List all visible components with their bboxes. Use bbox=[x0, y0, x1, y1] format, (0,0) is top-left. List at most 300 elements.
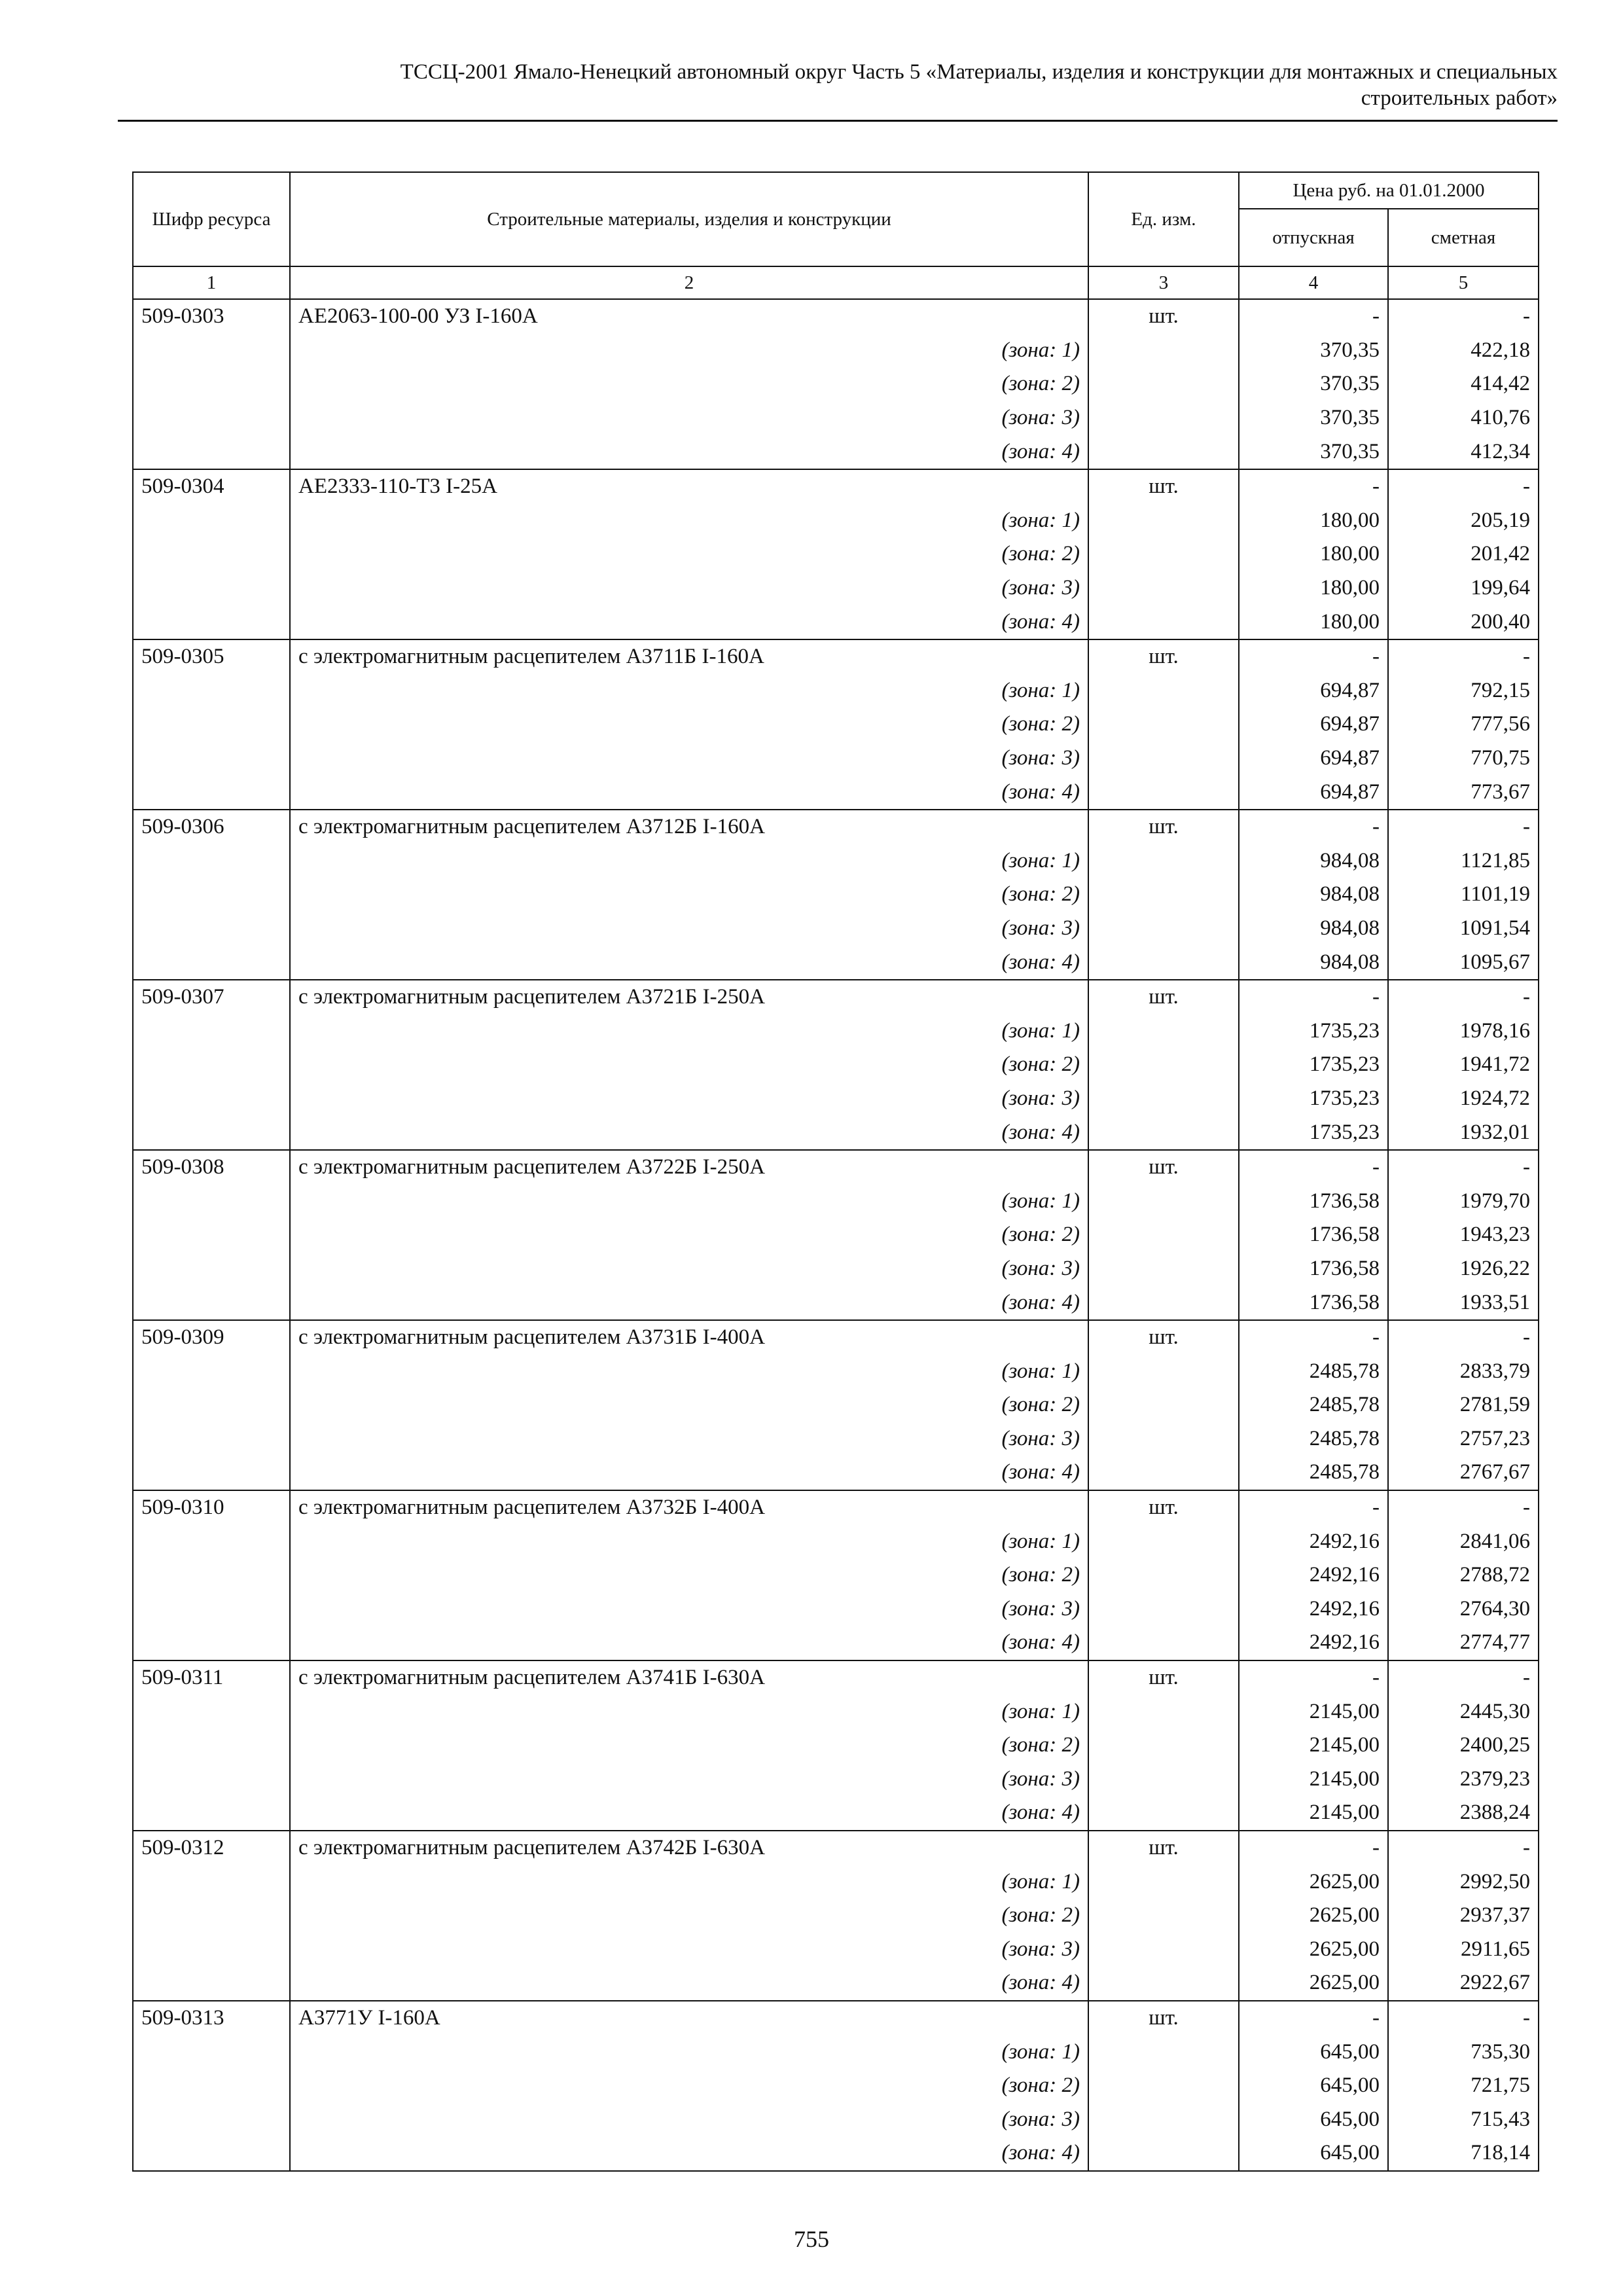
empty-cell bbox=[133, 504, 290, 538]
zone-release-price: 1735,23 bbox=[1239, 1082, 1388, 1116]
zone-row bbox=[133, 844, 1539, 878]
empty-cell bbox=[1088, 1184, 1239, 1218]
zone-estimate-price: 414,42 bbox=[1388, 367, 1539, 401]
empty-cell bbox=[133, 1524, 290, 1558]
zone-estimate-price: 735,30 bbox=[1388, 2035, 1539, 2069]
unit-of-measure: шт. bbox=[1088, 980, 1239, 1014]
release-price: - bbox=[1239, 1660, 1388, 1695]
zone-row bbox=[133, 1184, 1539, 1218]
column-header-price-group: Цена руб. на 01.01.2000 bbox=[1239, 172, 1539, 209]
zone-release-price: 180,00 bbox=[1239, 537, 1388, 571]
empty-cell bbox=[1088, 844, 1239, 878]
zone-release-price: 2485,78 bbox=[1239, 1422, 1388, 1456]
estimate-price: - bbox=[1388, 1831, 1539, 1865]
empty-cell bbox=[1088, 1524, 1239, 1558]
empty-cell bbox=[1088, 537, 1239, 571]
unit-of-measure: шт. bbox=[1088, 810, 1239, 844]
zone-label: (зона: 3) bbox=[290, 1082, 1088, 1116]
empty-cell bbox=[133, 742, 290, 776]
release-price: - bbox=[1239, 639, 1388, 674]
column-number: 2 bbox=[290, 266, 1088, 299]
empty-cell bbox=[133, 1115, 290, 1150]
unit-of-measure: шт. bbox=[1088, 1490, 1239, 1525]
zone-row bbox=[133, 435, 1539, 469]
zone-release-price: 1736,58 bbox=[1239, 1252, 1388, 1286]
table-row bbox=[133, 1831, 1539, 1865]
zone-label: (зона: 3) bbox=[290, 742, 1088, 776]
zone-release-price: 2625,00 bbox=[1239, 1865, 1388, 1899]
empty-cell bbox=[133, 844, 290, 878]
empty-cell bbox=[1088, 571, 1239, 605]
zone-release-price: 645,00 bbox=[1239, 2136, 1388, 2171]
table-row bbox=[133, 1320, 1539, 1355]
estimate-price: - bbox=[1388, 469, 1539, 504]
empty-cell bbox=[1088, 435, 1239, 469]
unit-of-measure: шт. bbox=[1088, 299, 1239, 334]
estimate-price: - bbox=[1388, 810, 1539, 844]
empty-cell bbox=[1088, 912, 1239, 946]
empty-cell bbox=[133, 1388, 290, 1422]
zone-row bbox=[133, 912, 1539, 946]
zone-estimate-price: 718,14 bbox=[1388, 2136, 1539, 2171]
zone-release-price: 370,35 bbox=[1239, 435, 1388, 469]
table-body bbox=[133, 299, 1539, 2171]
zone-release-price: 1736,58 bbox=[1239, 1218, 1388, 1252]
zone-label: (зона: 2) bbox=[290, 1729, 1088, 1763]
resource-code: 509-0312 bbox=[133, 1831, 290, 1865]
column-number: 5 bbox=[1388, 266, 1539, 299]
zone-estimate-price: 2774,77 bbox=[1388, 1626, 1539, 1660]
empty-cell bbox=[1088, 1695, 1239, 1729]
zone-release-price: 984,08 bbox=[1239, 945, 1388, 980]
zone-estimate-price: 1121,85 bbox=[1388, 844, 1539, 878]
material-name: с электромагнитным расцепителем А3742Б I-630А bbox=[290, 1831, 1088, 1865]
zone-release-price: 2492,16 bbox=[1239, 1626, 1388, 1660]
zone-row bbox=[133, 945, 1539, 980]
table-row bbox=[133, 299, 1539, 334]
release-price: - bbox=[1239, 299, 1388, 334]
zone-release-price: 2485,78 bbox=[1239, 1388, 1388, 1422]
zone-estimate-price: 2757,23 bbox=[1388, 1422, 1539, 1456]
zone-label: (зона: 4) bbox=[290, 435, 1088, 469]
estimate-price: - bbox=[1388, 1320, 1539, 1355]
empty-cell bbox=[133, 1285, 290, 1320]
zone-label: (зона: 2) bbox=[290, 537, 1088, 571]
zone-release-price: 1736,58 bbox=[1239, 1285, 1388, 1320]
zone-row bbox=[133, 1048, 1539, 1082]
unit-of-measure: шт. bbox=[1088, 1831, 1239, 1865]
zone-label: (зона: 2) bbox=[290, 367, 1088, 401]
zone-row bbox=[133, 1456, 1539, 1490]
zone-label: (зона: 4) bbox=[290, 605, 1088, 639]
empty-cell bbox=[1088, 1966, 1239, 2001]
zone-row bbox=[133, 1865, 1539, 1899]
zone-label: (зона: 3) bbox=[290, 1252, 1088, 1286]
resource-code: 509-0311 bbox=[133, 1660, 290, 1695]
empty-cell bbox=[133, 1626, 290, 1660]
resource-code: 509-0309 bbox=[133, 1320, 290, 1355]
zone-label: (зона: 4) bbox=[290, 1285, 1088, 1320]
empty-cell bbox=[1088, 1014, 1239, 1048]
zone-row bbox=[133, 2102, 1539, 2136]
estimate-price: - bbox=[1388, 299, 1539, 334]
zone-label: (зона: 1) bbox=[290, 674, 1088, 708]
zone-release-price: 694,87 bbox=[1239, 708, 1388, 742]
zone-label: (зона: 2) bbox=[290, 1899, 1088, 1933]
zone-label: (зона: 1) bbox=[290, 1695, 1088, 1729]
resource-code: 509-0303 bbox=[133, 299, 290, 334]
zone-release-price: 1736,58 bbox=[1239, 1184, 1388, 1218]
empty-cell bbox=[1088, 775, 1239, 810]
resource-code: 509-0307 bbox=[133, 980, 290, 1014]
resource-code: 509-0306 bbox=[133, 810, 290, 844]
empty-cell bbox=[133, 2136, 290, 2171]
empty-cell bbox=[1088, 504, 1239, 538]
empty-cell bbox=[1088, 1422, 1239, 1456]
zone-label: (зона: 3) bbox=[290, 912, 1088, 946]
table-header bbox=[133, 172, 1539, 299]
zone-row bbox=[133, 2136, 1539, 2171]
empty-cell bbox=[133, 1184, 290, 1218]
zone-label: (зона: 2) bbox=[290, 1558, 1088, 1592]
resource-code: 509-0305 bbox=[133, 639, 290, 674]
zone-estimate-price: 1091,54 bbox=[1388, 912, 1539, 946]
zone-release-price: 2145,00 bbox=[1239, 1796, 1388, 1831]
table-row bbox=[133, 2001, 1539, 2036]
zone-row bbox=[133, 1014, 1539, 1048]
release-price: - bbox=[1239, 1320, 1388, 1355]
zone-row bbox=[133, 1558, 1539, 1592]
empty-cell bbox=[133, 1558, 290, 1592]
table-row bbox=[133, 810, 1539, 844]
zone-row bbox=[133, 775, 1539, 810]
zone-estimate-price: 410,76 bbox=[1388, 401, 1539, 435]
zone-label: (зона: 3) bbox=[290, 571, 1088, 605]
zone-row bbox=[133, 674, 1539, 708]
empty-cell bbox=[1088, 674, 1239, 708]
zone-estimate-price: 1933,51 bbox=[1388, 1285, 1539, 1320]
zone-release-price: 2145,00 bbox=[1239, 1729, 1388, 1763]
empty-cell bbox=[1088, 1763, 1239, 1797]
zone-release-price: 2492,16 bbox=[1239, 1558, 1388, 1592]
column-number: 1 bbox=[133, 266, 290, 299]
zone-estimate-price: 2788,72 bbox=[1388, 1558, 1539, 1592]
zone-release-price: 2145,00 bbox=[1239, 1695, 1388, 1729]
zone-row bbox=[133, 1933, 1539, 1967]
empty-cell bbox=[133, 1422, 290, 1456]
price-table bbox=[132, 171, 1539, 2172]
material-name: с электромагнитным расцепителем А3741Б I-630А bbox=[290, 1660, 1088, 1695]
empty-cell bbox=[1088, 1456, 1239, 1490]
zone-release-price: 694,87 bbox=[1239, 742, 1388, 776]
empty-cell bbox=[1088, 1626, 1239, 1660]
zone-row bbox=[133, 605, 1539, 639]
zone-label: (зона: 1) bbox=[290, 504, 1088, 538]
zone-row bbox=[133, 708, 1539, 742]
zone-label: (зона: 2) bbox=[290, 708, 1088, 742]
empty-cell bbox=[1088, 1252, 1239, 1286]
material-name: с электромагнитным расцепителем А3721Б I-250А bbox=[290, 980, 1088, 1014]
table-row bbox=[133, 1150, 1539, 1185]
zone-estimate-price: 2379,23 bbox=[1388, 1763, 1539, 1797]
zone-row bbox=[133, 1082, 1539, 1116]
zone-label: (зона: 1) bbox=[290, 1865, 1088, 1899]
zone-label: (зона: 3) bbox=[290, 401, 1088, 435]
material-name: с электромагнитным расцепителем А3732Б I-400А bbox=[290, 1490, 1088, 1525]
release-price: - bbox=[1239, 1831, 1388, 1865]
zone-row bbox=[133, 504, 1539, 538]
zone-label: (зона: 4) bbox=[290, 2136, 1088, 2171]
release-price: - bbox=[1239, 1150, 1388, 1185]
empty-cell bbox=[133, 1014, 290, 1048]
zone-label: (зона: 4) bbox=[290, 1115, 1088, 1150]
zone-release-price: 694,87 bbox=[1239, 775, 1388, 810]
zone-estimate-price: 199,64 bbox=[1388, 571, 1539, 605]
empty-cell bbox=[133, 571, 290, 605]
zone-estimate-price: 1101,19 bbox=[1388, 878, 1539, 912]
empty-cell bbox=[133, 708, 290, 742]
empty-cell bbox=[133, 401, 290, 435]
empty-cell bbox=[1088, 1729, 1239, 1763]
zone-release-price: 1735,23 bbox=[1239, 1048, 1388, 1082]
zone-row bbox=[133, 878, 1539, 912]
material-name: с электромагнитным расцепителем А3712Б I-160А bbox=[290, 810, 1088, 844]
empty-cell bbox=[133, 674, 290, 708]
unit-of-measure: шт. bbox=[1088, 2001, 1239, 2036]
zone-label: (зона: 1) bbox=[290, 1524, 1088, 1558]
empty-cell bbox=[1088, 1796, 1239, 1831]
table-row bbox=[133, 980, 1539, 1014]
empty-cell bbox=[133, 537, 290, 571]
estimate-price: - bbox=[1388, 2001, 1539, 2036]
unit-of-measure: шт. bbox=[1088, 1150, 1239, 1185]
zone-estimate-price: 2911,65 bbox=[1388, 1933, 1539, 1967]
zone-row bbox=[133, 742, 1539, 776]
table-row bbox=[133, 1490, 1539, 1525]
zone-estimate-price: 2781,59 bbox=[1388, 1388, 1539, 1422]
page-header bbox=[118, 59, 1558, 111]
zone-label: (зона: 4) bbox=[290, 1796, 1088, 1831]
resource-code: 509-0308 bbox=[133, 1150, 290, 1185]
zone-release-price: 2485,78 bbox=[1239, 1354, 1388, 1388]
zone-release-price: 984,08 bbox=[1239, 878, 1388, 912]
zone-row bbox=[133, 1796, 1539, 1831]
empty-cell bbox=[133, 1456, 290, 1490]
empty-cell bbox=[1088, 1354, 1239, 1388]
estimate-price: - bbox=[1388, 1490, 1539, 1525]
estimate-price: - bbox=[1388, 639, 1539, 674]
empty-cell bbox=[133, 1933, 290, 1967]
material-name: А3771У I-160А bbox=[290, 2001, 1088, 2036]
empty-cell bbox=[1088, 1388, 1239, 1422]
zone-estimate-price: 1926,22 bbox=[1388, 1252, 1539, 1286]
empty-cell bbox=[1088, 2102, 1239, 2136]
empty-cell bbox=[1088, 1218, 1239, 1252]
column-header-release-price: отпускная bbox=[1239, 209, 1388, 266]
table-row bbox=[133, 469, 1539, 504]
empty-cell bbox=[1088, 878, 1239, 912]
zone-release-price: 2625,00 bbox=[1239, 1933, 1388, 1967]
zone-row bbox=[133, 1695, 1539, 1729]
zone-release-price: 984,08 bbox=[1239, 844, 1388, 878]
empty-cell bbox=[133, 1763, 290, 1797]
empty-cell bbox=[133, 1796, 290, 1831]
zone-estimate-price: 2922,67 bbox=[1388, 1966, 1539, 2001]
header-line-2: строительных работ» bbox=[1361, 86, 1558, 110]
zone-release-price: 370,35 bbox=[1239, 334, 1388, 368]
zone-row bbox=[133, 1763, 1539, 1797]
zone-release-price: 180,00 bbox=[1239, 504, 1388, 538]
zone-label: (зона: 4) bbox=[290, 1626, 1088, 1660]
release-price: - bbox=[1239, 2001, 1388, 2036]
unit-of-measure: шт. bbox=[1088, 639, 1239, 674]
zone-release-price: 370,35 bbox=[1239, 367, 1388, 401]
zone-row bbox=[133, 334, 1539, 368]
zone-release-price: 2625,00 bbox=[1239, 1966, 1388, 2001]
material-name: с электромагнитным расцепителем А3731Б I-400А bbox=[290, 1320, 1088, 1355]
empty-cell bbox=[1088, 708, 1239, 742]
empty-cell bbox=[133, 1695, 290, 1729]
zone-label: (зона: 3) bbox=[290, 1933, 1088, 1967]
zone-row bbox=[133, 537, 1539, 571]
column-header-name: Строительные материалы, изделия и конструкции bbox=[290, 172, 1088, 266]
zone-estimate-price: 205,19 bbox=[1388, 504, 1539, 538]
empty-cell bbox=[133, 605, 290, 639]
zone-estimate-price: 1932,01 bbox=[1388, 1115, 1539, 1150]
empty-cell bbox=[1088, 1082, 1239, 1116]
zone-release-price: 2492,16 bbox=[1239, 1524, 1388, 1558]
resource-code: 509-0313 bbox=[133, 2001, 290, 2036]
empty-cell bbox=[1088, 1865, 1239, 1899]
zone-row bbox=[133, 1966, 1539, 2001]
empty-cell bbox=[1088, 401, 1239, 435]
header-rule bbox=[118, 120, 1558, 122]
empty-cell bbox=[133, 1354, 290, 1388]
zone-release-price: 180,00 bbox=[1239, 571, 1388, 605]
zone-estimate-price: 200,40 bbox=[1388, 605, 1539, 639]
zone-estimate-price: 715,43 bbox=[1388, 2102, 1539, 2136]
empty-cell bbox=[133, 2102, 290, 2136]
empty-cell bbox=[1088, 1933, 1239, 1967]
estimate-price: - bbox=[1388, 1150, 1539, 1185]
zone-release-price: 645,00 bbox=[1239, 2035, 1388, 2069]
empty-cell bbox=[1088, 742, 1239, 776]
empty-cell bbox=[1088, 1558, 1239, 1592]
zone-estimate-price: 1979,70 bbox=[1388, 1184, 1539, 1218]
empty-cell bbox=[133, 435, 290, 469]
empty-cell bbox=[133, 334, 290, 368]
empty-cell bbox=[1088, 1115, 1239, 1150]
zone-release-price: 694,87 bbox=[1239, 674, 1388, 708]
zone-row bbox=[133, 1354, 1539, 1388]
zone-label: (зона: 1) bbox=[290, 844, 1088, 878]
zone-label: (зона: 1) bbox=[290, 1354, 1088, 1388]
zone-estimate-price: 2445,30 bbox=[1388, 1695, 1539, 1729]
column-header-estimate-price: сметная bbox=[1388, 209, 1539, 266]
zone-label: (зона: 4) bbox=[290, 775, 1088, 810]
zone-row bbox=[133, 1899, 1539, 1933]
empty-cell bbox=[133, 1252, 290, 1286]
column-header-unit: Ед. изм. bbox=[1088, 172, 1239, 266]
zone-label: (зона: 1) bbox=[290, 1014, 1088, 1048]
material-name: с электромагнитным расцепителем А3711Б I-160А bbox=[290, 639, 1088, 674]
zone-row bbox=[133, 1285, 1539, 1320]
zone-label: (зона: 3) bbox=[290, 2102, 1088, 2136]
material-name: АЕ2063-100-00 УЗ I-160А bbox=[290, 299, 1088, 334]
empty-cell bbox=[1088, 2136, 1239, 2171]
zone-label: (зона: 2) bbox=[290, 2069, 1088, 2103]
empty-cell bbox=[133, 1899, 290, 1933]
zone-estimate-price: 2767,67 bbox=[1388, 1456, 1539, 1490]
zone-estimate-price: 777,56 bbox=[1388, 708, 1539, 742]
empty-cell bbox=[133, 1966, 290, 2001]
zone-estimate-price: 2937,37 bbox=[1388, 1899, 1539, 1933]
zone-release-price: 2485,78 bbox=[1239, 1456, 1388, 1490]
table-row bbox=[133, 639, 1539, 674]
zone-row bbox=[133, 1252, 1539, 1286]
empty-cell bbox=[133, 1592, 290, 1626]
unit-of-measure: шт. bbox=[1088, 1660, 1239, 1695]
zone-label: (зона: 4) bbox=[290, 1966, 1088, 2001]
zone-estimate-price: 1941,72 bbox=[1388, 1048, 1539, 1082]
zone-estimate-price: 1943,23 bbox=[1388, 1218, 1539, 1252]
empty-cell bbox=[1088, 1285, 1239, 1320]
zone-estimate-price: 201,42 bbox=[1388, 537, 1539, 571]
column-number: 3 bbox=[1088, 266, 1239, 299]
zone-row bbox=[133, 2069, 1539, 2103]
empty-cell bbox=[133, 945, 290, 980]
resource-code: 509-0304 bbox=[133, 469, 290, 504]
zone-label: (зона: 1) bbox=[290, 2035, 1088, 2069]
empty-cell bbox=[133, 1865, 290, 1899]
empty-cell bbox=[133, 2035, 290, 2069]
resource-code: 509-0310 bbox=[133, 1490, 290, 1525]
release-price: - bbox=[1239, 810, 1388, 844]
zone-estimate-price: 792,15 bbox=[1388, 674, 1539, 708]
unit-of-measure: шт. bbox=[1088, 469, 1239, 504]
release-price: - bbox=[1239, 980, 1388, 1014]
zone-release-price: 1735,23 bbox=[1239, 1014, 1388, 1048]
zone-release-price: 370,35 bbox=[1239, 401, 1388, 435]
zone-label: (зона: 3) bbox=[290, 1422, 1088, 1456]
zone-label: (зона: 2) bbox=[290, 1048, 1088, 1082]
zone-label: (зона: 3) bbox=[290, 1763, 1088, 1797]
empty-cell bbox=[133, 912, 290, 946]
zone-label: (зона: 4) bbox=[290, 1456, 1088, 1490]
zone-estimate-price: 2992,50 bbox=[1388, 1865, 1539, 1899]
zone-row bbox=[133, 1422, 1539, 1456]
empty-cell bbox=[133, 2069, 290, 2103]
zone-release-price: 645,00 bbox=[1239, 2069, 1388, 2103]
zone-estimate-price: 422,18 bbox=[1388, 334, 1539, 368]
zone-label: (зона: 2) bbox=[290, 878, 1088, 912]
material-name: АЕ2333-110-Т3 I-25А bbox=[290, 469, 1088, 504]
empty-cell bbox=[133, 878, 290, 912]
zone-estimate-price: 721,75 bbox=[1388, 2069, 1539, 2103]
zone-estimate-price: 412,34 bbox=[1388, 435, 1539, 469]
zone-label: (зона: 4) bbox=[290, 945, 1088, 980]
empty-cell bbox=[133, 775, 290, 810]
zone-row bbox=[133, 1729, 1539, 1763]
empty-cell bbox=[1088, 945, 1239, 980]
zone-release-price: 645,00 bbox=[1239, 2102, 1388, 2136]
zone-row bbox=[133, 367, 1539, 401]
empty-cell bbox=[1088, 1592, 1239, 1626]
table-row bbox=[133, 1660, 1539, 1695]
empty-cell bbox=[1088, 1899, 1239, 1933]
zone-label: (зона: 2) bbox=[290, 1218, 1088, 1252]
header-line-1: ТССЦ-2001 Ямало-Ненецкий автономный округ Часть 5 «Материалы, изделия и конструкции для монтажных и специальных bbox=[400, 60, 1558, 84]
